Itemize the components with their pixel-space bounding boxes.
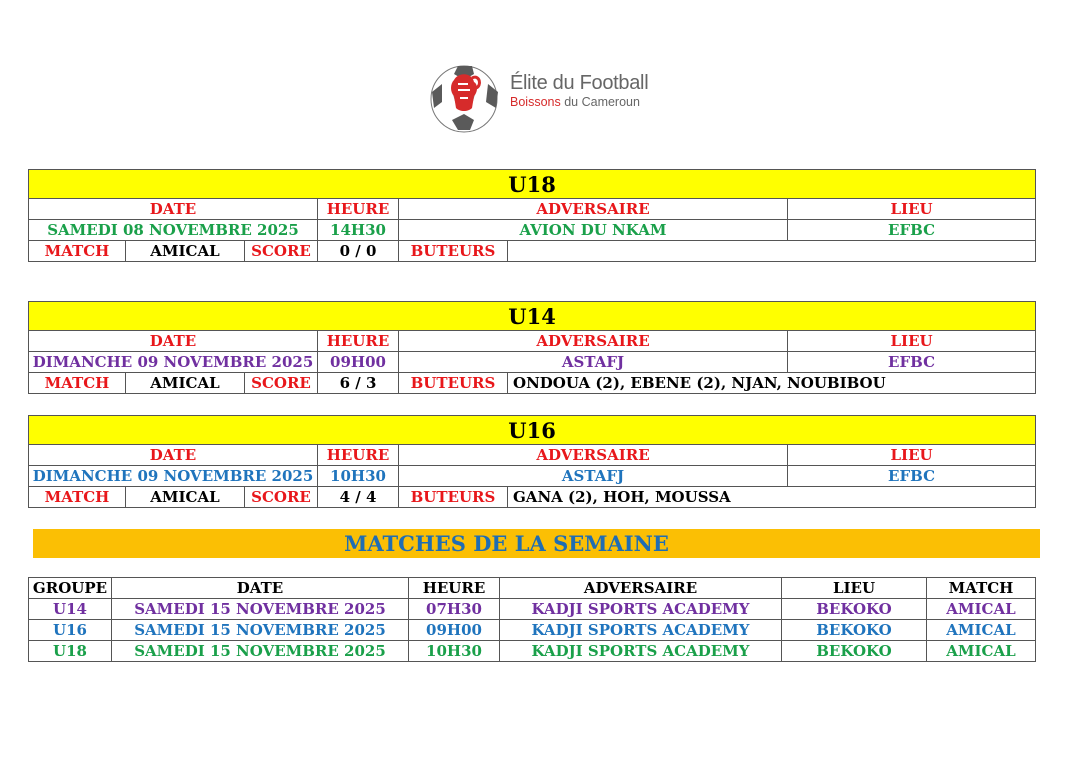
opponent: ASTAFJ: [399, 352, 788, 373]
heure-header: HEURE: [318, 445, 399, 466]
buteurs-label: BUTEURS: [399, 373, 508, 394]
scorers: GANA (2), HOH, MOUSSA: [508, 487, 1036, 508]
venue: EFBC: [788, 352, 1036, 373]
score-label: SCORE: [245, 373, 318, 394]
scorers: ONDOUA (2), EBENE (2), NJAN, NOUBIBOU: [508, 373, 1036, 394]
heure-cell: 09H00: [409, 620, 500, 641]
venue: EFBC: [788, 220, 1036, 241]
club-logo: [428, 62, 668, 134]
match-time: 14H30: [318, 220, 399, 241]
heure-header: HEURE: [318, 199, 399, 220]
adversaire-cell: KADJI SPORTS ACADEMY: [500, 620, 782, 641]
match-time: 10H30: [318, 466, 399, 487]
date-cell: SAMEDI 15 NOVEMBRE 2025: [112, 599, 409, 620]
table-row: [29, 620, 1036, 641]
week-table: [28, 577, 1036, 662]
match-cell: AMICAL: [927, 641, 1036, 662]
score-label: SCORE: [245, 487, 318, 508]
match-time: 09H00: [318, 352, 399, 373]
score-label: SCORE: [245, 241, 318, 262]
venue: EFBC: [788, 466, 1036, 487]
table-row: [29, 641, 1036, 662]
groupe-cell: U14: [29, 599, 112, 620]
adversaire-header: ADVERSAIRE: [399, 199, 788, 220]
adversaire-header: ADVERSAIRE: [399, 331, 788, 352]
adversaire-cell: KADJI SPORTS ACADEMY: [500, 599, 782, 620]
date-header: DATE: [29, 199, 318, 220]
match-cell: AMICAL: [927, 620, 1036, 641]
score-value: 4 / 4: [318, 487, 399, 508]
match-cell: AMICAL: [927, 599, 1036, 620]
scorers: [508, 241, 1036, 262]
heure-header: HEURE: [318, 331, 399, 352]
adversaire-header: ADVERSAIRE: [500, 578, 782, 599]
match-label: MATCH: [29, 373, 126, 394]
week-banner-title: MATCHES DE LA SEMAINE: [344, 531, 669, 556]
logo-subtitle: Boissons du Cameroun: [510, 95, 640, 109]
match-header: MATCH: [927, 578, 1036, 599]
lieu-header: LIEU: [788, 445, 1036, 466]
week-banner: [33, 529, 1040, 558]
groupe-cell: U18: [29, 641, 112, 662]
date-cell: SAMEDI 15 NOVEMBRE 2025: [112, 641, 409, 662]
score-value: 6 / 3: [318, 373, 399, 394]
date-header: DATE: [29, 331, 318, 352]
match-label: MATCH: [29, 241, 126, 262]
u14-table: [28, 301, 1036, 394]
section-title: U16: [29, 416, 1036, 445]
match-type: AMICAL: [126, 241, 245, 262]
score-value: 0 / 0: [318, 241, 399, 262]
lieu-header: LIEU: [782, 578, 927, 599]
lieu-header: LIEU: [788, 199, 1036, 220]
match-date: SAMEDI 08 NOVEMBRE 2025: [29, 220, 318, 241]
opponent: ASTAFJ: [399, 466, 788, 487]
heure-header: HEURE: [409, 578, 500, 599]
lieu-cell: BEKOKO: [782, 641, 927, 662]
match-date: DIMANCHE 09 NOVEMBRE 2025: [29, 352, 318, 373]
u18-table: [28, 169, 1036, 262]
match-label: MATCH: [29, 487, 126, 508]
section-title: U18: [29, 170, 1036, 199]
week-header-row: [29, 578, 1036, 599]
table-row: [29, 599, 1036, 620]
logo-title: Élite du Football: [510, 72, 649, 94]
date-header: DATE: [29, 445, 318, 466]
match-type: AMICAL: [126, 487, 245, 508]
match-type: AMICAL: [126, 373, 245, 394]
match-date: DIMANCHE 09 NOVEMBRE 2025: [29, 466, 318, 487]
heure-cell: 10H30: [409, 641, 500, 662]
lieu-header: LIEU: [788, 331, 1036, 352]
groupe-cell: U16: [29, 620, 112, 641]
lieu-cell: BEKOKO: [782, 620, 927, 641]
football-lion-icon: [428, 62, 504, 134]
buteurs-label: BUTEURS: [399, 487, 508, 508]
adversaire-header: ADVERSAIRE: [399, 445, 788, 466]
date-cell: SAMEDI 15 NOVEMBRE 2025: [112, 620, 409, 641]
opponent: AVION DU NKAM: [399, 220, 788, 241]
date-header: DATE: [112, 578, 409, 599]
groupe-header: GROUPE: [29, 578, 112, 599]
adversaire-cell: KADJI SPORTS ACADEMY: [500, 641, 782, 662]
u16-table: [28, 415, 1036, 508]
heure-cell: 07H30: [409, 599, 500, 620]
buteurs-label: BUTEURS: [399, 241, 508, 262]
section-title: U14: [29, 302, 1036, 331]
lieu-cell: BEKOKO: [782, 599, 927, 620]
